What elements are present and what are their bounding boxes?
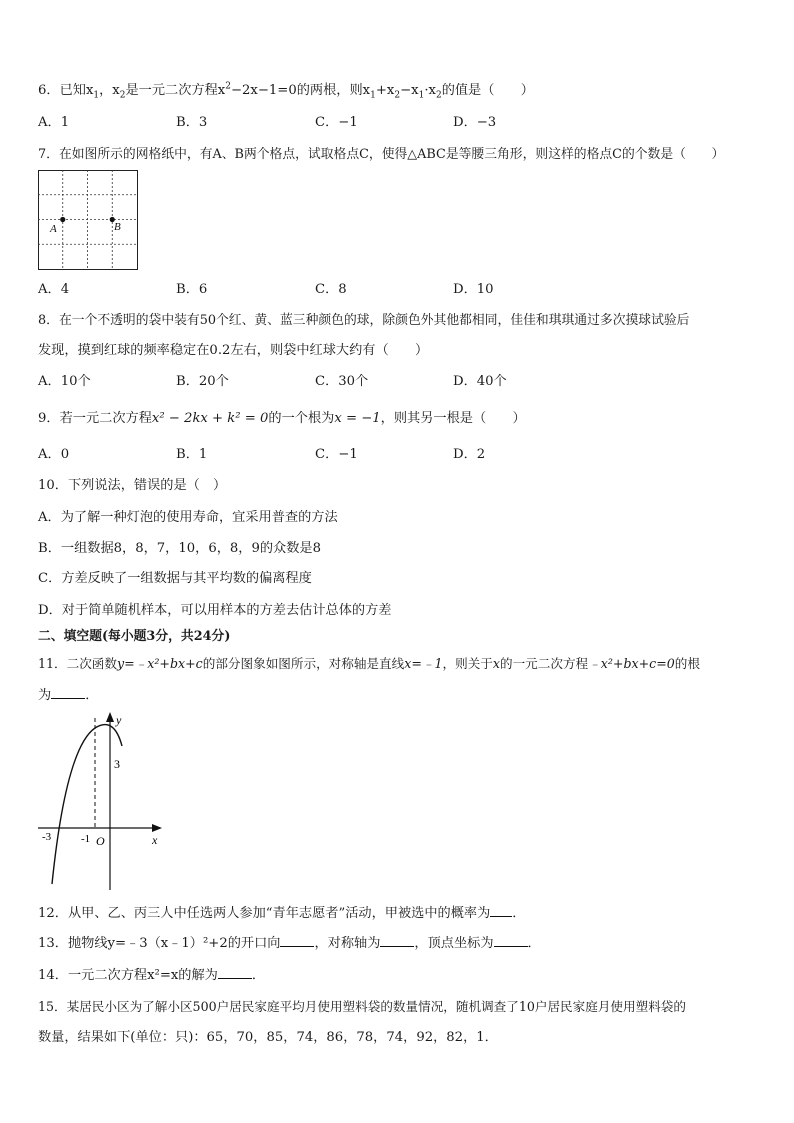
y-axis-label: y (116, 713, 122, 727)
q14-answer-blank[interactable] (218, 966, 252, 979)
q8-option-d: D．40个 (453, 374, 507, 389)
q12-answer-blank[interactable] (490, 904, 512, 917)
q7-option-c: C．8 (315, 282, 347, 297)
q11-graph (38, 708, 178, 896)
q10-option-b: B．一组数据8，8，7，10，6，8，9的众数是8 (38, 541, 322, 556)
q8-stem-line2: 发现，摸到红球的频率稳定在0.2左右，则袋中红球大约有（ ） (38, 343, 429, 358)
q7-option-a: A．4 (38, 282, 70, 297)
q15-stem-line2: 数量，结果如下(单位：只)：65，70，85，74，86，78，74，92，82，1． (38, 1030, 498, 1045)
q11-stem-line2: 为 ． (38, 688, 99, 703)
q7-option-d: D．10 (453, 282, 494, 297)
q13-answer-blank-1[interactable] (280, 934, 314, 947)
label-b: B (114, 221, 121, 233)
x-axis-label: x (152, 833, 158, 847)
origin-label: O (96, 834, 105, 848)
intercept-label-3: 3 (114, 757, 120, 771)
q12-stem: 12．从甲、乙、丙三人中任选两人参加“青年志愿者”活动，甲被选中的概率为 ． (38, 906, 526, 921)
q8-option-b: B．20个 (176, 374, 229, 389)
q13-answer-blank-3[interactable] (494, 934, 528, 947)
x-axis-arrow (152, 824, 162, 832)
q8-stem-line1: 8．在一个不透明的袋中装有50个红、黄、蓝三种颜色的球，除颜色外其他都相同，佳佳和琪琪通过多次摸球试验后 (38, 313, 690, 328)
q15-stem-line1: 15．某居民小区为了解小区500户居民家庭平均月使用塑料袋的数量情况，随机调查了10户居民家庭月使用塑料袋的 (38, 999, 686, 1014)
q9-option-b: B．1 (176, 447, 208, 462)
q9-option-d: D．2 (453, 447, 486, 462)
q9-stem: 9．若一元二次方程x² − 2kx + k² = 0的一个根为x = −1，则其另一根是（ ） (38, 411, 526, 426)
tick-label-neg3: -3 (42, 831, 52, 843)
q6-option-d: D．−3 (453, 115, 497, 130)
q9-equation: x² − 2kx + k² = 0 (151, 411, 269, 426)
q9-option-c: C．−1 (315, 447, 358, 462)
q8-option-a: A．10个 (38, 374, 91, 389)
point-a (60, 217, 65, 222)
q6-option-c: C．−1 (315, 115, 358, 130)
q11-stem: 11．二次函数y=﹣x²+bx+c的部分图象如图所示，对称轴是直线x=﹣1，则关于x的一元二次方程﹣x²+bx+c=0的根 (38, 656, 700, 671)
q10-option-a: A．为了解一种灯泡的使用寿命，宜采用普查的方法 (38, 510, 338, 525)
q11-answer-blank[interactable] (51, 686, 85, 699)
q7-stem: 7．在如图所示的网格纸中，有A、B两个格点，试取格点C，使得△ABC是等腰三角形，则这样的格点C的个数是（ ） (38, 147, 725, 162)
q10-stem: 10．下列说法，错误的是（ ） (38, 478, 227, 493)
parabola (52, 725, 122, 884)
q7-option-b: B．6 (176, 282, 208, 297)
q6-option-a: A．1 (38, 115, 70, 130)
q13-answer-blank-2[interactable] (380, 934, 414, 947)
q14-stem: 14．一元二次方程x²=x的解为 ． (38, 968, 266, 983)
label-a: A (50, 223, 57, 235)
y-axis-arrow (106, 712, 114, 722)
q10-option-c: C．方差反映了一组数据与其平均数的偏离程度 (38, 571, 312, 586)
q9-root: x = −1 (334, 411, 381, 426)
q9-option-a: A．0 (38, 447, 70, 462)
section-title: 二、填空题(每小题3分，共24分) (38, 629, 231, 644)
tick-label-neg1: -1 (81, 833, 91, 845)
q6-stem: 6．已知$x_1$，$x_2$是一元二次方程$x^2-2x-1=0$的两根，则$x_1+x_2-x_1\cdot x_2$的值是（ ） (38, 81, 534, 101)
q13-stem: 13．抛物线y=﹣3（x﹣1）²+2的开口向 ，对称轴为 ，顶点坐标为 ． (38, 936, 541, 951)
q7-grid-figure (38, 170, 138, 270)
q10-option-d: D．对于简单随机样本，可以用样本的方差去估计总体的方差 (38, 603, 392, 618)
q8-option-c: C．30个 (315, 374, 369, 389)
q6-option-b: B．3 (176, 115, 208, 130)
